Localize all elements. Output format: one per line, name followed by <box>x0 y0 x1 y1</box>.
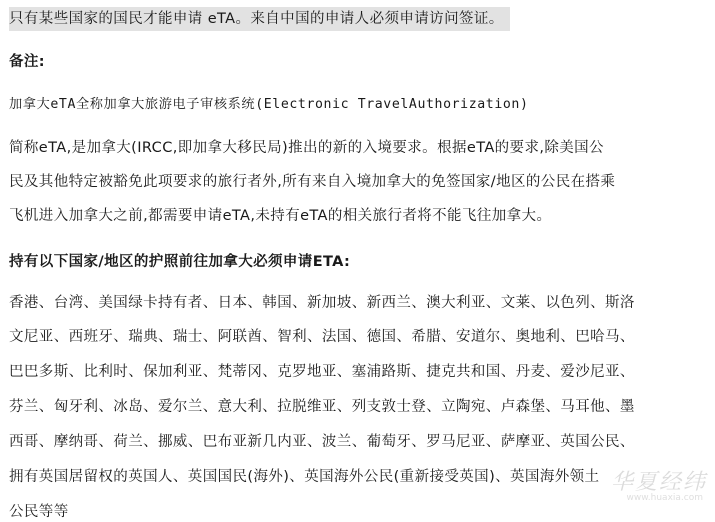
intro-highlight: 只有某些国家的国民才能申请 eTA。来自中国的申请人必须申请访问签证。 <box>9 7 510 31</box>
country-line-1: 香港、台湾、美国绿卡持有者、日本、韩国、新加坡、新西兰、澳大利亚、文莱、以色列、斯洛 <box>9 295 635 311</box>
country-line-4: 芬兰、匈牙利、冰岛、爱尔兰、意大利、拉脱维亚、列支敦士登、立陶宛、卢森堡、马耳他、墨 <box>9 399 635 415</box>
countries-heading: 持有以下国家/地区的护照前往加拿大必须申请ETA: <box>9 254 351 270</box>
definition-line: 加拿大eTA全称加拿大旅游电子审核系统(Electronic TravelAuthorization) <box>9 97 529 112</box>
country-line-6: 拥有英国居留权的英国人、英国国民(海外)、英国海外公民(重新接受英国)、英国海外领土 <box>9 469 600 485</box>
description-line-2: 民及其他特定被豁免此项要求的旅行者外,所有来自入境加拿大的免签国家/地区的公民在搭乘 <box>9 174 616 190</box>
country-line-2: 文尼亚、西班牙、瑞典、瑞士、阿联酋、智利、法国、德国、希腊、安道尔、奥地利、巴哈马、 <box>9 329 635 345</box>
site-watermark <box>610 465 707 509</box>
country-line-3: 巴巴多斯、比利时、保加利亚、梵蒂冈、克罗地亚、塞浦路斯、捷克共和国、丹麦、爱沙尼亚、 <box>9 364 635 380</box>
country-line-5: 西哥、摩纳哥、荷兰、挪威、巴布亚新几内亚、波兰、葡萄牙、罗马尼亚、萨摩亚、英国公民、 <box>9 434 635 450</box>
watermark-url: www.huaxia.com <box>626 493 703 503</box>
intro-line <box>9 9 510 29</box>
description-line-3: 飞机进入加拿大之前,都需要申请eTA,未持有eTA的相关旅行者将不能飞往加拿大。 <box>9 208 552 224</box>
watermark-logo-text: 华夏经纬 <box>610 470 707 495</box>
country-line-7: 公民等等 <box>9 504 69 520</box>
description-line-1: 简称eTA,是加拿大(IRCC,即加拿大移民局)推出的新的入境要求。根据eTA的要求,除美国公 <box>9 140 604 156</box>
note-heading: 备注: <box>9 54 45 70</box>
